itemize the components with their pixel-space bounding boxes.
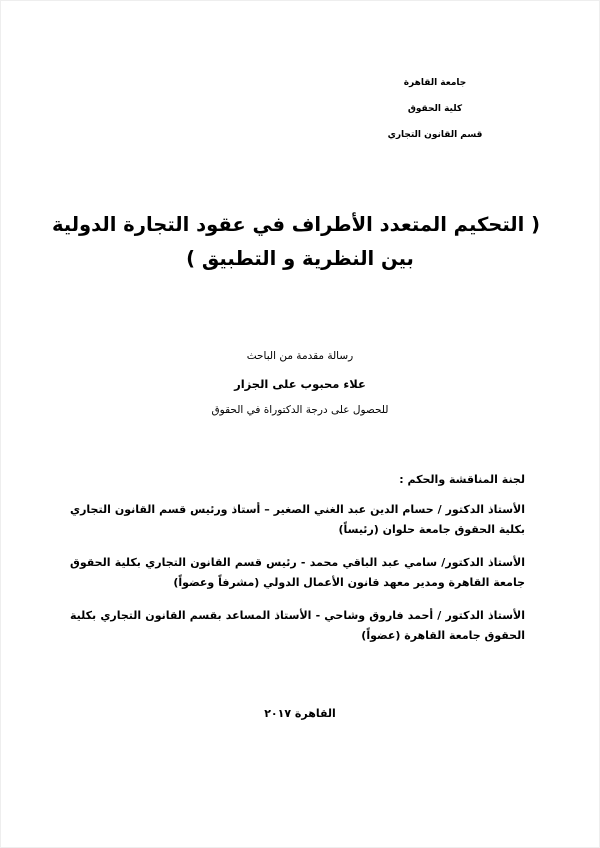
thesis-title-line-2: بين النظرية و التطبيق ): [186, 247, 414, 270]
place-and-year: القاهرة ٢٠١٧: [264, 707, 336, 720]
institution-header: [365, 70, 505, 148]
committee-member-supervisor: الأستاذ الدكتور/ سامي عبد الباقي محمد - رئيس قسم القانون التجاري بكلية الحقوق جامعة القاهرة ومدير معهد قانون الأعمال الدولي (مشرفاً وعضواً): [70, 556, 525, 589]
degree-purpose: للحصول على درجة الدكتوراة في الحقوق: [211, 404, 389, 416]
researcher-name: علاء محبوب على الجزار: [234, 377, 366, 391]
committee-heading: لجنة المناقشة والحكم :: [399, 473, 525, 486]
committee-member-examiner: الأستاذ الدكتور / أحمد فاروق وشاحي - الأستاذ المساعد بقسم القانون التجاري بكلية الحقوق جامعة القاهرة (عضواً): [70, 609, 525, 642]
submission-intro: رسالة مقدمة من الباحث: [246, 350, 354, 362]
committee-member-chair: الأستاذ الدكتور / حسام الدين عبد الغني الصغير – أستاذ ورئيس قسم القانون التجاري بكلية الحقوق جامعة حلوان (رئيساً): [70, 503, 525, 536]
university-name: جامعة القاهرة: [403, 78, 467, 88]
thesis-title: [51, 208, 540, 276]
submission-block: [120, 347, 480, 419]
thesis-title-line-1: ( التحكيم المتعدد الأطراف في عقود التجارة الدولية: [51, 213, 540, 236]
faculty-name: كلية الحقوق: [407, 104, 463, 114]
committee-section: [70, 470, 525, 659]
department-name: قسم القانون التجاري: [387, 130, 483, 140]
